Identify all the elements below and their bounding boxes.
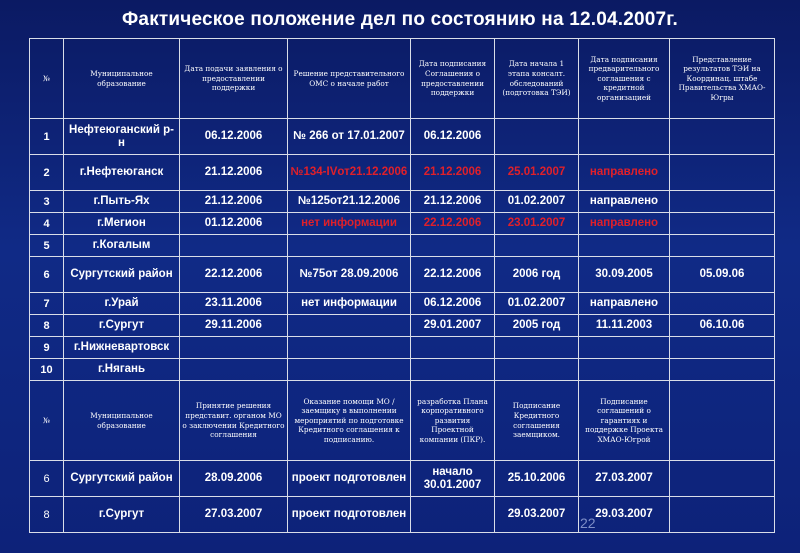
cell bbox=[579, 337, 670, 359]
cell bbox=[670, 497, 775, 533]
cell bbox=[288, 337, 411, 359]
cell: №134-IVот21.12.2006 bbox=[288, 155, 411, 191]
header-cell: разработка Плана корпоративного развития Проектной компании (ПКР). bbox=[411, 381, 495, 461]
cell bbox=[411, 235, 495, 257]
cell bbox=[579, 235, 670, 257]
row-number: 2 bbox=[30, 155, 64, 191]
cell: проект подготовлен bbox=[288, 497, 411, 533]
table-row bbox=[30, 315, 775, 337]
municipality-name: г.Урай bbox=[64, 293, 180, 315]
cell: №125от21.12.2006 bbox=[288, 191, 411, 213]
cell: направлено bbox=[579, 191, 670, 213]
cell bbox=[670, 293, 775, 315]
cell: 27.03.2007 bbox=[579, 461, 670, 497]
header-cell: Принятие решения представит. органом МО о заключении Кредитного соглашения bbox=[180, 381, 288, 461]
header-cell: Муниципальное образование bbox=[64, 39, 180, 119]
row-number: 9 bbox=[30, 337, 64, 359]
page-number: 22 bbox=[580, 515, 596, 531]
cell bbox=[288, 315, 411, 337]
row-number: 5 bbox=[30, 235, 64, 257]
cell: 25.01.2007 bbox=[495, 155, 579, 191]
cell bbox=[495, 119, 579, 155]
row-number: 7 bbox=[30, 293, 64, 315]
header-cell: Представление результатов ТЭИ на Координац. штабе Правительства ХМАО-Югры bbox=[670, 39, 775, 119]
row-number: 8 bbox=[30, 497, 64, 533]
cell bbox=[670, 155, 775, 191]
cell bbox=[288, 235, 411, 257]
cell bbox=[670, 191, 775, 213]
row-number: 3 bbox=[30, 191, 64, 213]
header-cell: Дата начала 1 этапа консалт. обследований (подготовка ТЭИ) bbox=[495, 39, 579, 119]
cell: 06.12.2006 bbox=[411, 293, 495, 315]
municipality-name: г.Нягань bbox=[64, 359, 180, 381]
cell bbox=[411, 337, 495, 359]
cell bbox=[411, 359, 495, 381]
cell bbox=[180, 359, 288, 381]
header-cell: Решение представительного ОМС о начале работ bbox=[288, 39, 411, 119]
table-row bbox=[30, 155, 775, 191]
header-cell: Дата подписания предварительного соглашения с кредитной организацией bbox=[579, 39, 670, 119]
header-cell: № bbox=[30, 39, 64, 119]
cell: 21.12.2006 bbox=[180, 155, 288, 191]
header-cell: Подписание Кредитного соглашения заемщиком. bbox=[495, 381, 579, 461]
municipality-name: Нефтеюганский р-н bbox=[64, 119, 180, 155]
cell: 22.12.2006 bbox=[411, 213, 495, 235]
municipality-name: г.Сургут bbox=[64, 315, 180, 337]
table-row bbox=[30, 235, 775, 257]
row-number: 6 bbox=[30, 257, 64, 293]
municipality-name: г.Когалым bbox=[64, 235, 180, 257]
cell: 01.02.2007 bbox=[495, 191, 579, 213]
row-number: 6 bbox=[30, 461, 64, 497]
cell: 06.12.2006 bbox=[411, 119, 495, 155]
cell bbox=[670, 213, 775, 235]
municipality-name: г.Нефтеюганск bbox=[64, 155, 180, 191]
cell: 29.11.2006 bbox=[180, 315, 288, 337]
cell: проект подготовлен bbox=[288, 461, 411, 497]
cell: 21.12.2006 bbox=[180, 191, 288, 213]
cell: 30.09.2005 bbox=[579, 257, 670, 293]
header-cell: Дата подписания Соглашения о предоставлении поддержки bbox=[411, 39, 495, 119]
table-row bbox=[30, 497, 775, 533]
status-table bbox=[29, 38, 775, 533]
cell: 23.01.2007 bbox=[495, 213, 579, 235]
municipality-name: г.Сургут bbox=[64, 497, 180, 533]
table-header-row bbox=[30, 39, 775, 119]
table-row bbox=[30, 191, 775, 213]
row-number: 4 bbox=[30, 213, 64, 235]
municipality-name: г.Мегион bbox=[64, 213, 180, 235]
cell bbox=[670, 359, 775, 381]
cell: направлено bbox=[579, 155, 670, 191]
row-number: 1 bbox=[30, 119, 64, 155]
cell: 21.12.2006 bbox=[411, 155, 495, 191]
table-row bbox=[30, 461, 775, 497]
row-number: 8 bbox=[30, 315, 64, 337]
cell bbox=[670, 235, 775, 257]
cell bbox=[579, 359, 670, 381]
table-row bbox=[30, 293, 775, 315]
table-row bbox=[30, 359, 775, 381]
row-number: 10 bbox=[30, 359, 64, 381]
header-cell: Оказание помощи МО / заемщику в выполнении мероприятий по подготовке Кредитного соглашения к подписанию. bbox=[288, 381, 411, 461]
municipality-name: г.Нижневартовск bbox=[64, 337, 180, 359]
cell: нет информации bbox=[288, 213, 411, 235]
cell: 27.03.2007 bbox=[180, 497, 288, 533]
cell: 2005 год bbox=[495, 315, 579, 337]
header-cell: Дата подачи заявления о предоставлении поддержки bbox=[180, 39, 288, 119]
cell: 06.12.2006 bbox=[180, 119, 288, 155]
cell: начало 30.01.2007 bbox=[411, 461, 495, 497]
cell bbox=[670, 119, 775, 155]
header-cell: № bbox=[30, 381, 64, 461]
table-row bbox=[30, 337, 775, 359]
cell: 22.12.2006 bbox=[411, 257, 495, 293]
table-header-row bbox=[30, 381, 775, 461]
header-cell bbox=[670, 381, 775, 461]
cell bbox=[411, 497, 495, 533]
cell: направлено bbox=[579, 213, 670, 235]
cell: 11.11.2003 bbox=[579, 315, 670, 337]
table-row bbox=[30, 213, 775, 235]
municipality-name: Сургутский район bbox=[64, 257, 180, 293]
table-row bbox=[30, 257, 775, 293]
cell: 29.01.2007 bbox=[411, 315, 495, 337]
cell: 05.09.06 bbox=[670, 257, 775, 293]
cell bbox=[180, 235, 288, 257]
municipality-name: г.Пыть-Ях bbox=[64, 191, 180, 213]
cell bbox=[495, 235, 579, 257]
cell bbox=[288, 359, 411, 381]
cell: 21.12.2006 bbox=[411, 191, 495, 213]
cell: 22.12.2006 bbox=[180, 257, 288, 293]
cell: 29.03.2007 bbox=[495, 497, 579, 533]
cell: 29.03.2007 bbox=[579, 497, 670, 533]
cell: 28.09.2006 bbox=[180, 461, 288, 497]
header-cell: Подписание соглашений о гарантиях и поддержке Проекта ХМАО-Югрой bbox=[579, 381, 670, 461]
cell: 23.11.2006 bbox=[180, 293, 288, 315]
table-row bbox=[30, 119, 775, 155]
cell: № 266 от 17.01.2007 bbox=[288, 119, 411, 155]
cell: нет информации bbox=[288, 293, 411, 315]
municipality-name: Сургутский район bbox=[64, 461, 180, 497]
cell bbox=[495, 359, 579, 381]
cell: 01.12.2006 bbox=[180, 213, 288, 235]
cell: 01.02.2007 bbox=[495, 293, 579, 315]
cell: 25.10.2006 bbox=[495, 461, 579, 497]
cell bbox=[579, 119, 670, 155]
cell bbox=[670, 337, 775, 359]
cell bbox=[670, 461, 775, 497]
cell: направлено bbox=[579, 293, 670, 315]
page-title: Фактическое положение дел по состоянию на 12.04.2007г. bbox=[122, 9, 678, 30]
cell bbox=[495, 337, 579, 359]
cell: №75от 28.09.2006 bbox=[288, 257, 411, 293]
cell bbox=[180, 337, 288, 359]
cell: 2006 год bbox=[495, 257, 579, 293]
cell: 06.10.06 bbox=[670, 315, 775, 337]
header-cell: Муниципальное образование bbox=[64, 381, 180, 461]
